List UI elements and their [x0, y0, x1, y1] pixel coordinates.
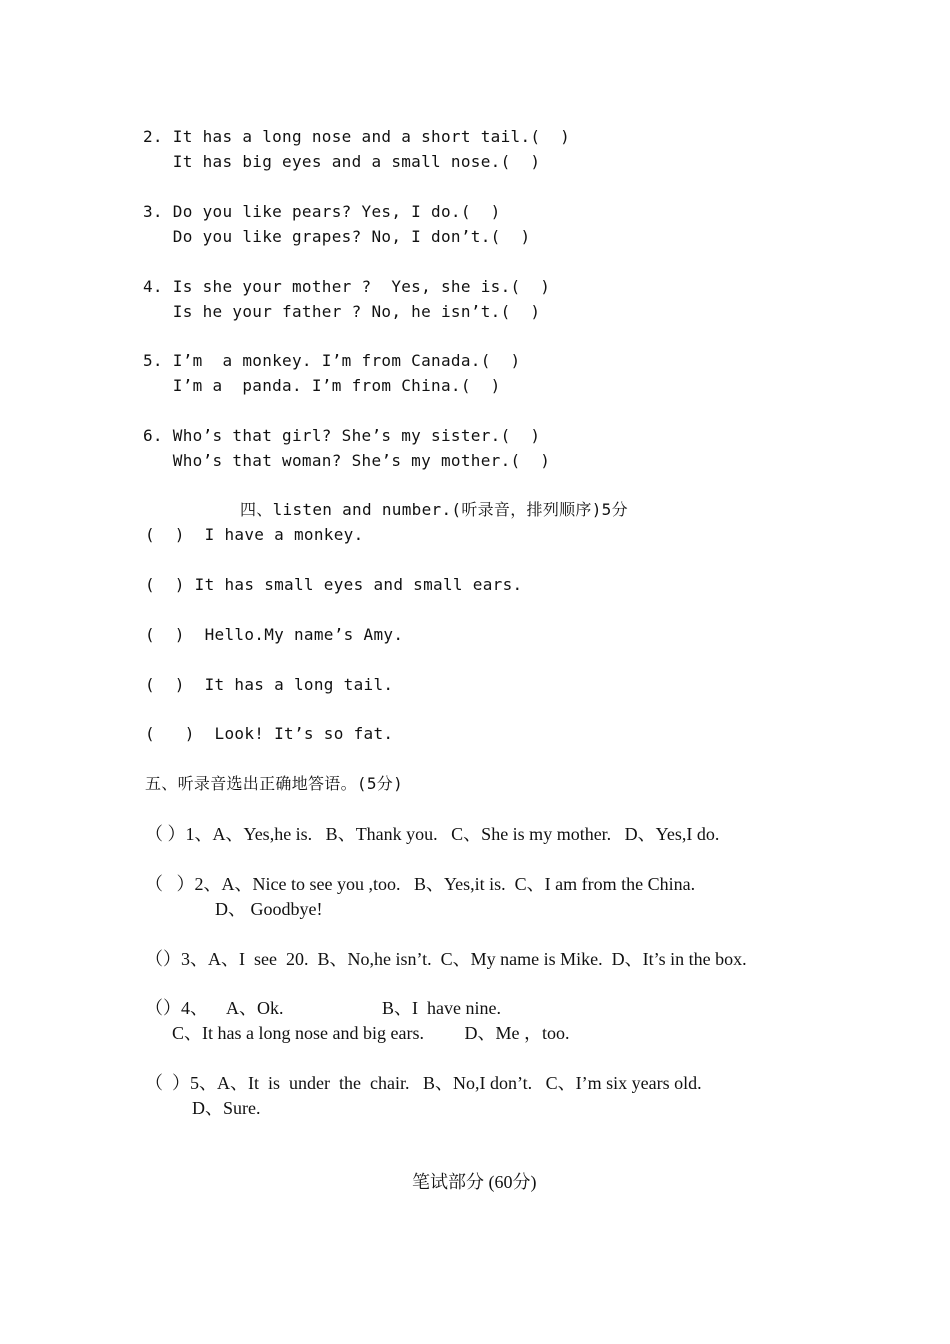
q3-line1: 3. Do you like pears? Yes, I do.( )	[143, 202, 501, 221]
q4-line2: Is he your father ? No, he isn’t.( )	[143, 302, 541, 321]
s5-q2-line1: （ ）2、A、Nice to see you ,too. B、Yes,it is. C、I am from the China.	[145, 874, 696, 894]
q3-line2: Do you like grapes? No, I don’t.( )	[143, 227, 531, 246]
s4-item-1: ( ) I have a monkey.	[145, 525, 364, 544]
s5-q5-line1: （ ）5、A、It is under the chair. B、No,I don’t. C、I’m six years old.	[145, 1073, 702, 1093]
s4-item-5: ( ) Look! It’s so fat.	[145, 724, 394, 743]
s5-q3: （）3、A、I see 20. B、No,he isn’t. C、My name is Mike. D、It’s in the box.	[145, 949, 747, 969]
s5-q4-line1a: （）4、 A、Ok.	[145, 998, 284, 1018]
q6-line1: 6. Who’s that girl? She’s my sister.( )	[143, 426, 541, 445]
q2-line1: 2. It has a long nose and a short tail.( )	[143, 127, 571, 146]
s4-item-2: ( ) It has small eyes and small ears.	[145, 575, 523, 594]
s5-q4-line2: C、It has a long nose and big ears. D、Me ，too.	[172, 1023, 570, 1043]
s5-q4-line1b: B、I have nine.	[382, 998, 501, 1018]
q5-line1: 5. I’m a monkey. I’m from Canada.( )	[143, 351, 521, 370]
s4-item-3: ( ) Hello.My name’s Amy.	[145, 625, 404, 644]
q4-line1: 4. Is she your mother ? Yes, she is.( )	[143, 277, 551, 296]
s4-item-4: ( ) It has a long tail.	[145, 675, 394, 694]
written-part-heading: 笔试部分 (60分)	[412, 1172, 537, 1192]
s5-q1: （ ）1、A、Yes,he is. B、Thank you. C、She is my mother. D、Yes,I do.	[145, 824, 720, 844]
section5-title: 五、听录音选出正确地答语。(5分)	[145, 774, 403, 793]
section4-title: 四、listen and number.(听录音，排列顺序)5分	[240, 500, 628, 519]
q6-line2: Who’s that woman? She’s my mother.( )	[143, 451, 551, 470]
s5-q5-line2: D、Sure.	[192, 1098, 261, 1118]
s5-q2-line2: D、 Goodbye!	[215, 899, 323, 919]
q5-line2: I’m a panda. I’m from China.( )	[143, 376, 501, 395]
q2-line2: It has big eyes and a small nose.( )	[143, 152, 541, 171]
